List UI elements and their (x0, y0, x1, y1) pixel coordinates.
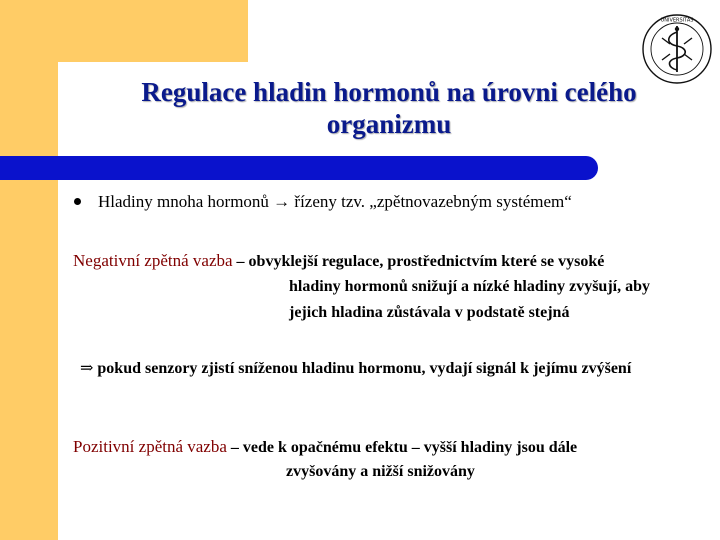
university-seal-logo (640, 12, 714, 86)
negative-feedback-line-3: jejich hladina zůstávala v podstatě stejná (289, 304, 570, 321)
positive-feedback-desc-1: – vede k opačnému efektu – vyšší hladiny jsou dále (226, 439, 578, 456)
positive-feedback-term: Pozitivní zpětná vazba (73, 437, 227, 456)
title-line-2: organizmu (326, 109, 452, 139)
background-top-band (0, 0, 248, 62)
negative-feedback-term: Negativní zpětná vazba (73, 251, 233, 270)
title-line-1: Regulace hladin hormonů na úrovni celého (141, 77, 637, 107)
implication-text: pokud senzory zjistí sníženou hladinu hormonu, vydají signál k jejímu zvýšení (93, 360, 632, 377)
implies-arrow-icon: ⇒ (80, 360, 94, 377)
positive-feedback-line-1 (73, 437, 577, 457)
background-left-band (0, 0, 58, 540)
title-divider-bar (0, 156, 598, 180)
negative-feedback-desc-1: – obvyklejší regulace, prostřednictvím které se vysoké (232, 253, 605, 270)
negative-feedback-line-1 (73, 251, 604, 271)
bullet-item (74, 192, 572, 212)
implication-line (80, 358, 631, 378)
negative-feedback-line-2: hladiny hormonů snižují a nízké hladiny zvyšují, aby (289, 278, 650, 295)
positive-feedback-line-2: zvyšovány a nižší snižovány (286, 463, 475, 480)
slide-title (58, 76, 720, 140)
bullet-suffix: řízeny tzv. „zpětnovazebným systémem“ (290, 192, 572, 211)
svg-text:UNIVERSITAS: UNIVERSITAS (660, 17, 694, 24)
right-arrow-icon: → (273, 192, 291, 211)
bullet-prefix: Hladiny mnoha hormonů (98, 192, 274, 211)
bullet-dot-icon (74, 198, 81, 205)
